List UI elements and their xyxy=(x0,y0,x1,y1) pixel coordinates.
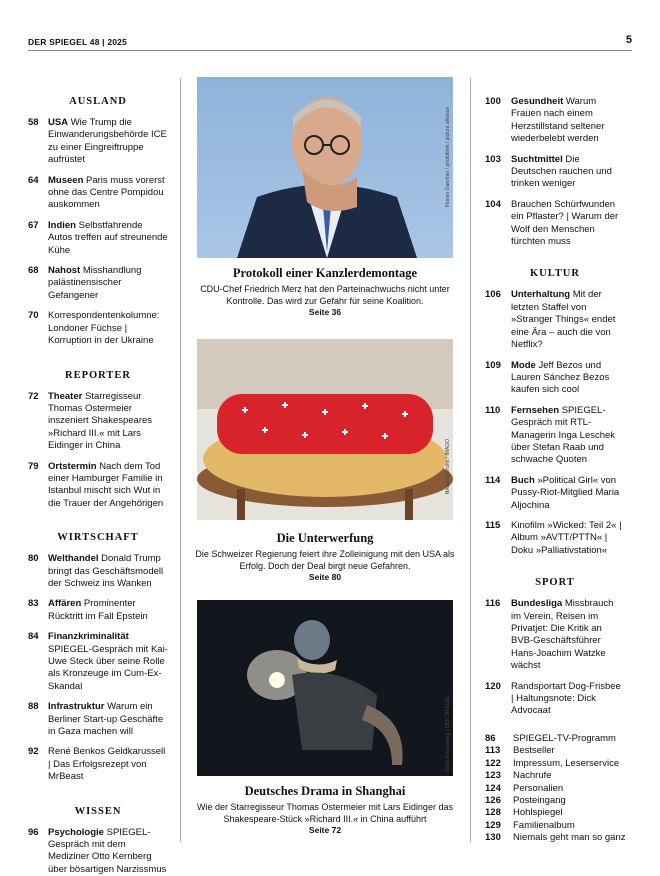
misc-item[interactable] xyxy=(485,795,625,807)
entry-keyword: Gesundheit xyxy=(511,96,564,107)
toc-entry[interactable] xyxy=(28,220,168,257)
page-ref: 124 xyxy=(485,782,501,794)
entry-text: SPIEGEL-Gespräch mit dem Mediziner Otto Kernberg über bösartigen Narzissmus xyxy=(48,826,167,875)
toc-entry[interactable] xyxy=(28,310,168,347)
toc-entry[interactable] xyxy=(28,175,168,212)
page-ref: 88 xyxy=(28,701,39,713)
misc-item[interactable] xyxy=(485,807,625,819)
page-ref: 104 xyxy=(485,198,501,210)
entry-keyword: Infrastruktur xyxy=(48,701,105,713)
feature-headline: Protokoll einer Kanzlerdemontage xyxy=(232,266,418,280)
page-ref: 86 xyxy=(485,733,496,744)
entry-text: Kinofilm »Wicked: Teil 2« | Album »AVTT/PTTN« | Doku »Palliativstation« xyxy=(511,519,622,556)
entry-keyword: Theater xyxy=(48,390,83,402)
page-ref: 128 xyxy=(485,807,501,819)
misc-label: Nachrufe xyxy=(513,770,552,782)
entry-keyword: USA xyxy=(48,117,69,128)
masthead xyxy=(28,37,127,47)
page-ref: 70 xyxy=(28,310,39,322)
page-ref: 64 xyxy=(28,174,39,186)
entry-text: Prominenter Rücktritt im Fall Epstein xyxy=(48,598,148,622)
right-column xyxy=(485,96,625,718)
entry-keyword: Bundesliga xyxy=(511,598,563,610)
entry-keyword: Indien xyxy=(48,219,76,231)
misc-item[interactable] xyxy=(485,820,625,832)
swiss-flags-illustration xyxy=(197,339,453,520)
page-ref: 129 xyxy=(485,819,501,831)
page-ref: 122 xyxy=(485,757,501,769)
toc-entry[interactable] xyxy=(485,475,625,512)
toc-entry[interactable] xyxy=(28,827,168,876)
photo-credit: Elliott Kreyenberg / DER SPIEGEL xyxy=(445,695,451,772)
misc-label: Familienalbum xyxy=(513,819,575,831)
entry-text: Misshandlung palästinensischer Gefangener xyxy=(48,265,142,301)
toc-entry[interactable] xyxy=(485,520,625,557)
column-divider-left xyxy=(180,78,181,842)
entry-text: Starregisseur Thomas Ostermeier inszeniert Shakespeares »Richard III.« mit Lars Eidinger in China xyxy=(48,390,153,452)
left-column xyxy=(28,96,168,876)
toc-entry[interactable] xyxy=(485,681,625,718)
misc-label: Niemals geht man so ganz xyxy=(513,832,626,844)
entry-text: Warum ein Berliner Start-up Geschäfte in Gaza machen will xyxy=(48,701,164,738)
page-ref: 106 xyxy=(485,289,501,301)
entry-text: SPIEGEL-Gespräch mit Kai-Uwe Steck über seine Rolle als Kronzeuge im Cum-Ex-Skandal xyxy=(48,643,168,692)
feature-image-flags[interactable] xyxy=(197,339,453,520)
entry-text: Warum Frauen nach einem Herzstillstand seltener wiederbelebt werden xyxy=(511,96,605,145)
page-ref: 100 xyxy=(485,96,501,107)
entry-text: Korrespondentenkolumne: Londoner Füchse | Korruption in der Ukraine xyxy=(48,310,160,347)
issue-number: 48 | 2025 xyxy=(89,37,128,47)
toc-entry[interactable] xyxy=(485,199,625,249)
entry-keyword: Finanzkriminalität xyxy=(48,631,129,643)
page-ref: 130 xyxy=(485,832,501,844)
entry-keyword: Unterhaltung xyxy=(511,289,571,301)
page-ref: 110 xyxy=(485,404,501,416)
toc-entry[interactable] xyxy=(28,265,168,302)
page-ref: 83 xyxy=(28,598,39,610)
entry-keyword: Mode xyxy=(511,359,536,371)
feature-dek: Die Schweizer Regierung feiert ihre Zolleinigung mit den USA als Erfolg. Doch der Deal birgt neue Gefahren. xyxy=(195,549,455,571)
toc-entry[interactable] xyxy=(28,631,168,693)
header-divider xyxy=(28,50,632,51)
entry-keyword: Museen xyxy=(48,174,84,186)
stage-illustration xyxy=(197,600,453,776)
toc-entry[interactable] xyxy=(28,553,168,590)
misc-label: Personalien xyxy=(513,782,564,794)
page-ref: 72 xyxy=(28,390,39,402)
page-ref: 92 xyxy=(28,746,39,758)
section-title-reporter: REPORTER xyxy=(65,369,131,381)
entry-text: Mit der letzten Staffel von »Stranger Things« endet eine Ära – auch die von Netflix? xyxy=(511,289,616,351)
section-title-kultur: KULTUR xyxy=(530,268,580,280)
page-ref: 109 xyxy=(485,359,501,371)
toc-entry[interactable] xyxy=(28,598,168,623)
section-title-wirtschaft: WIRTSCHAFT xyxy=(57,532,139,544)
misc-label: Posteingang xyxy=(513,795,566,807)
entry-keyword: Fernsehen xyxy=(511,404,560,416)
entry-keyword: Ortstermin xyxy=(48,460,97,472)
section-title-sport: SPORT xyxy=(535,577,575,589)
entry-keyword: Buch xyxy=(511,474,535,486)
page-ref: 67 xyxy=(28,219,39,231)
magazine-name: DER SPIEGEL xyxy=(28,37,88,47)
entry-keyword: Nahost xyxy=(48,265,81,277)
photo-credit: Florian Gaertner / photothek / picture alliance xyxy=(445,107,451,208)
feature-headline: Deutsches Drama in Shanghai xyxy=(244,784,406,798)
page-ref: 103 xyxy=(485,153,501,165)
page-ref: 84 xyxy=(28,631,39,643)
toc-entry[interactable] xyxy=(485,598,625,672)
entry-keyword: Suchtmittel xyxy=(511,153,563,165)
column-divider-right xyxy=(470,78,471,842)
toc-entry[interactable] xyxy=(485,360,625,397)
portrait-illustration xyxy=(197,77,453,258)
feature-image-portrait[interactable] xyxy=(197,77,453,258)
feature-block-2[interactable] xyxy=(186,531,464,584)
feature-dek: Wie der Starregisseur Thomas Ostermeier mit Lars Eidinger das Shakespeare-Stück »Richard III.« in China aufführt xyxy=(197,802,453,824)
feature-block-3[interactable] xyxy=(186,784,464,837)
page-ref: 126 xyxy=(485,795,501,807)
page-number: 5 xyxy=(625,34,632,46)
misc-list xyxy=(485,733,625,845)
entry-text: René Benkos Geldkarussell | Das Erfolgsrezept von MrBeast xyxy=(48,746,166,783)
toc-entry[interactable] xyxy=(28,391,168,453)
page-ref: 116 xyxy=(485,598,501,610)
feature-dek: CDU-Chef Friedrich Merz hat den Parteinachwuchs nicht unter Kontrolle. Das wird zur Gefahr für seine Koalition. xyxy=(200,284,450,306)
toc-entry[interactable] xyxy=(28,117,168,167)
entry-text: SPIEGEL-Gespräch mit RTL-Managerin Inga Leschek über Stefan Raab und schwache Quoten xyxy=(511,404,616,466)
entry-keyword: Psychologie xyxy=(48,826,104,838)
page-ref: 79 xyxy=(28,460,39,472)
entry-text: Missbrauch im Verein, Reisen im Privatjet: Die Kritik an BVB-Geschäftsführer Hans-Joachim Watzke wächst xyxy=(511,598,614,672)
page-ref: 80 xyxy=(28,553,39,565)
feature-image-stage[interactable] xyxy=(197,600,453,776)
misc-item[interactable] xyxy=(485,733,625,745)
toc-entry[interactable] xyxy=(28,746,168,783)
toc-entry[interactable] xyxy=(485,405,625,467)
feature-page-ref: Seite 36 xyxy=(308,307,342,317)
feature-page-ref: Seite 72 xyxy=(308,825,342,835)
page-ref: 114 xyxy=(485,474,501,486)
page-ref: 113 xyxy=(485,745,501,757)
page-ref: 68 xyxy=(28,265,39,277)
page-ref: 58 xyxy=(28,117,39,128)
page-ref: 96 xyxy=(28,826,39,838)
toc-entry[interactable] xyxy=(28,461,168,511)
entry-text: Randsportart Dog-Frisbee | Haltungsnote: Dick Advocaat xyxy=(511,680,621,717)
page-ref: 120 xyxy=(485,680,501,692)
misc-label: Impressum, Leserservice xyxy=(513,757,620,769)
entry-text: Donald Trump bringt das Geschäftsmodell der Schweiz ins Wanken xyxy=(48,553,164,589)
misc-item[interactable] xyxy=(485,745,625,757)
entry-text: Selbstfahrende Autos treffen auf streunende Kühe xyxy=(48,219,168,256)
entry-text: Jeff Bezos und Lauren Sánchez Bezos kaufen sich cool xyxy=(511,359,610,396)
entry-keyword: Affären xyxy=(48,598,82,610)
feature-headline: Die Unterwerfung xyxy=(276,531,374,545)
toc-entry[interactable] xyxy=(28,701,168,738)
entry-text: Paris muss vorerst ohne das Centre Pompidou auskommen xyxy=(48,174,165,211)
entry-text: Brauchen Schürfwunden ein Pflaster? | Warum der Wolf den Menschen fürchten muss xyxy=(511,198,619,248)
toc-entry[interactable] xyxy=(485,154,625,191)
feature-page-ref: Seite 80 xyxy=(308,572,342,582)
section-title-ausland: AUSLAND xyxy=(69,96,127,107)
misc-item[interactable] xyxy=(485,758,625,770)
entry-text: Nach dem Tod einer Hamburger Familie in Istanbul mischt sich Wut in die Trauer der Angehörigen xyxy=(48,460,164,509)
entry-keyword: Welthandel xyxy=(48,553,99,565)
entry-text: Die Deutschen rauchen und trinken weniger xyxy=(511,153,612,190)
misc-label: SPIEGEL-TV-Programm xyxy=(513,733,616,744)
toc-entry[interactable] xyxy=(485,96,625,146)
misc-item[interactable] xyxy=(485,832,625,844)
photo-credit: Nikolai Kollrohs / IMAGO xyxy=(445,439,451,495)
page-ref: 115 xyxy=(485,519,501,531)
page-ref: 123 xyxy=(485,770,501,782)
feature-block-1[interactable] xyxy=(186,266,464,319)
misc-item[interactable] xyxy=(485,783,625,795)
entry-text: Wie Trump die Einwanderungsbehörde ICE zu einer Eingreiftruppe aufrüstet xyxy=(48,117,167,166)
misc-item[interactable] xyxy=(485,770,625,782)
misc-label: Hohlspiegel xyxy=(513,807,563,819)
misc-label: Bestseller xyxy=(513,745,555,757)
toc-entry[interactable] xyxy=(485,289,625,351)
entry-text: »Political Girl« von Pussy-Riot-Mitglied Maria Aljochina xyxy=(511,474,620,511)
section-title-wissen: WISSEN xyxy=(74,805,122,817)
